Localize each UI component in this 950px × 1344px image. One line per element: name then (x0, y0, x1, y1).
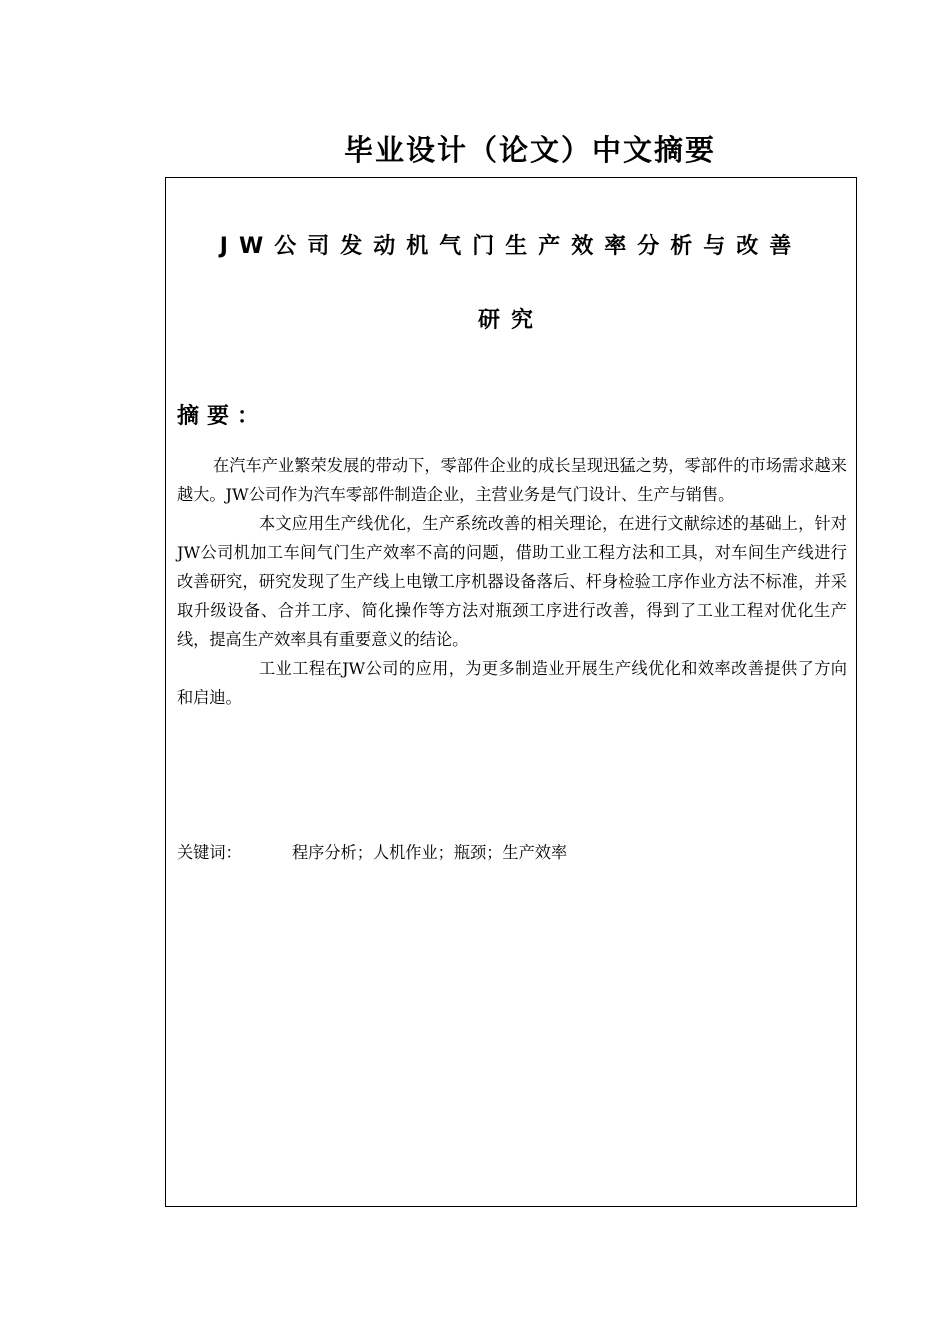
abstract-paragraph-2: 本文应用生产线优化，生产系统改善的相关理论，在进行文献综述的基础上，针对JW公司机加工车间气门生产效率不高的问题，借助工业工程方法和工具，对车间生产线进行改善研究，研究发现了生产线上电镦工序机器设备落后、杆身检验工序作业方法不标准，并采取升级设备、合并工序、简化操作等方法对瓶颈工序进行改善，得到了工业工程对优化生产线，提高生产效率具有重要意义的结论。 (177, 514, 847, 649)
abstract-paragraph-1: 在汽车产业繁荣发展的带动下，零部件企业的成长呈现迅猛之势，零部件的市场需求越来越大。JW公司作为汽车零部件制造企业，主营业务是气门设计、生产与销售。 (177, 456, 847, 504)
abstract-heading: 摘要： (177, 404, 268, 429)
thesis-title-line-1: JW公司发动机气门生产效率分析与改善 (219, 234, 803, 259)
keywords-row (177, 840, 567, 866)
abstract-frame (165, 177, 857, 1207)
abstract-body (177, 451, 847, 712)
keywords-label: 关键词： (177, 843, 242, 862)
keywords-values: 程序分析；人机作业；瓶颈；生产效率 (292, 843, 568, 862)
page-title: 毕业设计（论文）中文摘要 (343, 133, 716, 167)
thesis-title-line-2: 研究 (477, 308, 544, 333)
abstract-paragraph-3: 工业工程在JW公司的应用，为更多制造业开展生产线优化和效率改善提供了方向和启迪。 (177, 659, 847, 707)
